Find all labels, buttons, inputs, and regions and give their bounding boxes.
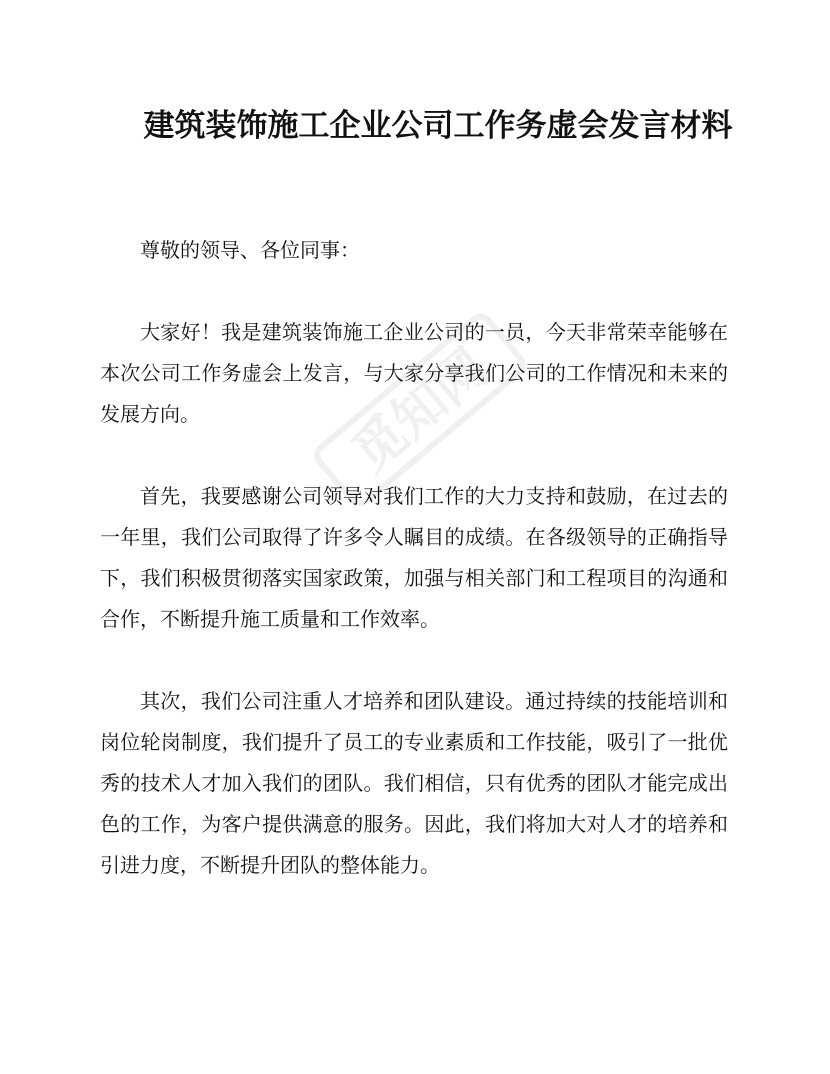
paragraph-first: 首先，我要感谢公司领导对我们工作的大力支持和鼓励，在过去的一年里，我们公司取得了许多令人瞩目的成绩。在各级领导的正确指导下，我们积极贯彻落实国家政策，加强与相关部门和工程项目的沟通和合作，不断提升施工质量和工作效率。 xyxy=(100,484,728,631)
document-body xyxy=(100,230,728,927)
document-title: 建筑装饰施工企业公司工作务虚会发言材料 xyxy=(143,108,733,144)
paragraph-second: 其次，我们公司注重人才培养和团队建设。通过持续的技能培训和岗位轮岗制度，我们提升了员工的专业素质和工作技能，吸引了一批优秀的技术人才加入我们的团队。我们相信，只有优秀的团队才能完成出色的工作，为客户提供满意的服务。因此，我们将加大对人才的培养和引进力度，不断提升团队的整体能力。 xyxy=(100,689,728,877)
watermark-text: 觅知网 xyxy=(341,337,500,484)
greeting-line: 尊敬的领导、各位同事： xyxy=(140,238,360,262)
paragraph-intro: 大家好！我是建筑装饰施工企业公司的一员，今天非常荣幸能够在本次公司工作务虚会上发言，与大家分享我们公司的工作情况和未来的发展方向。 xyxy=(100,320,728,426)
